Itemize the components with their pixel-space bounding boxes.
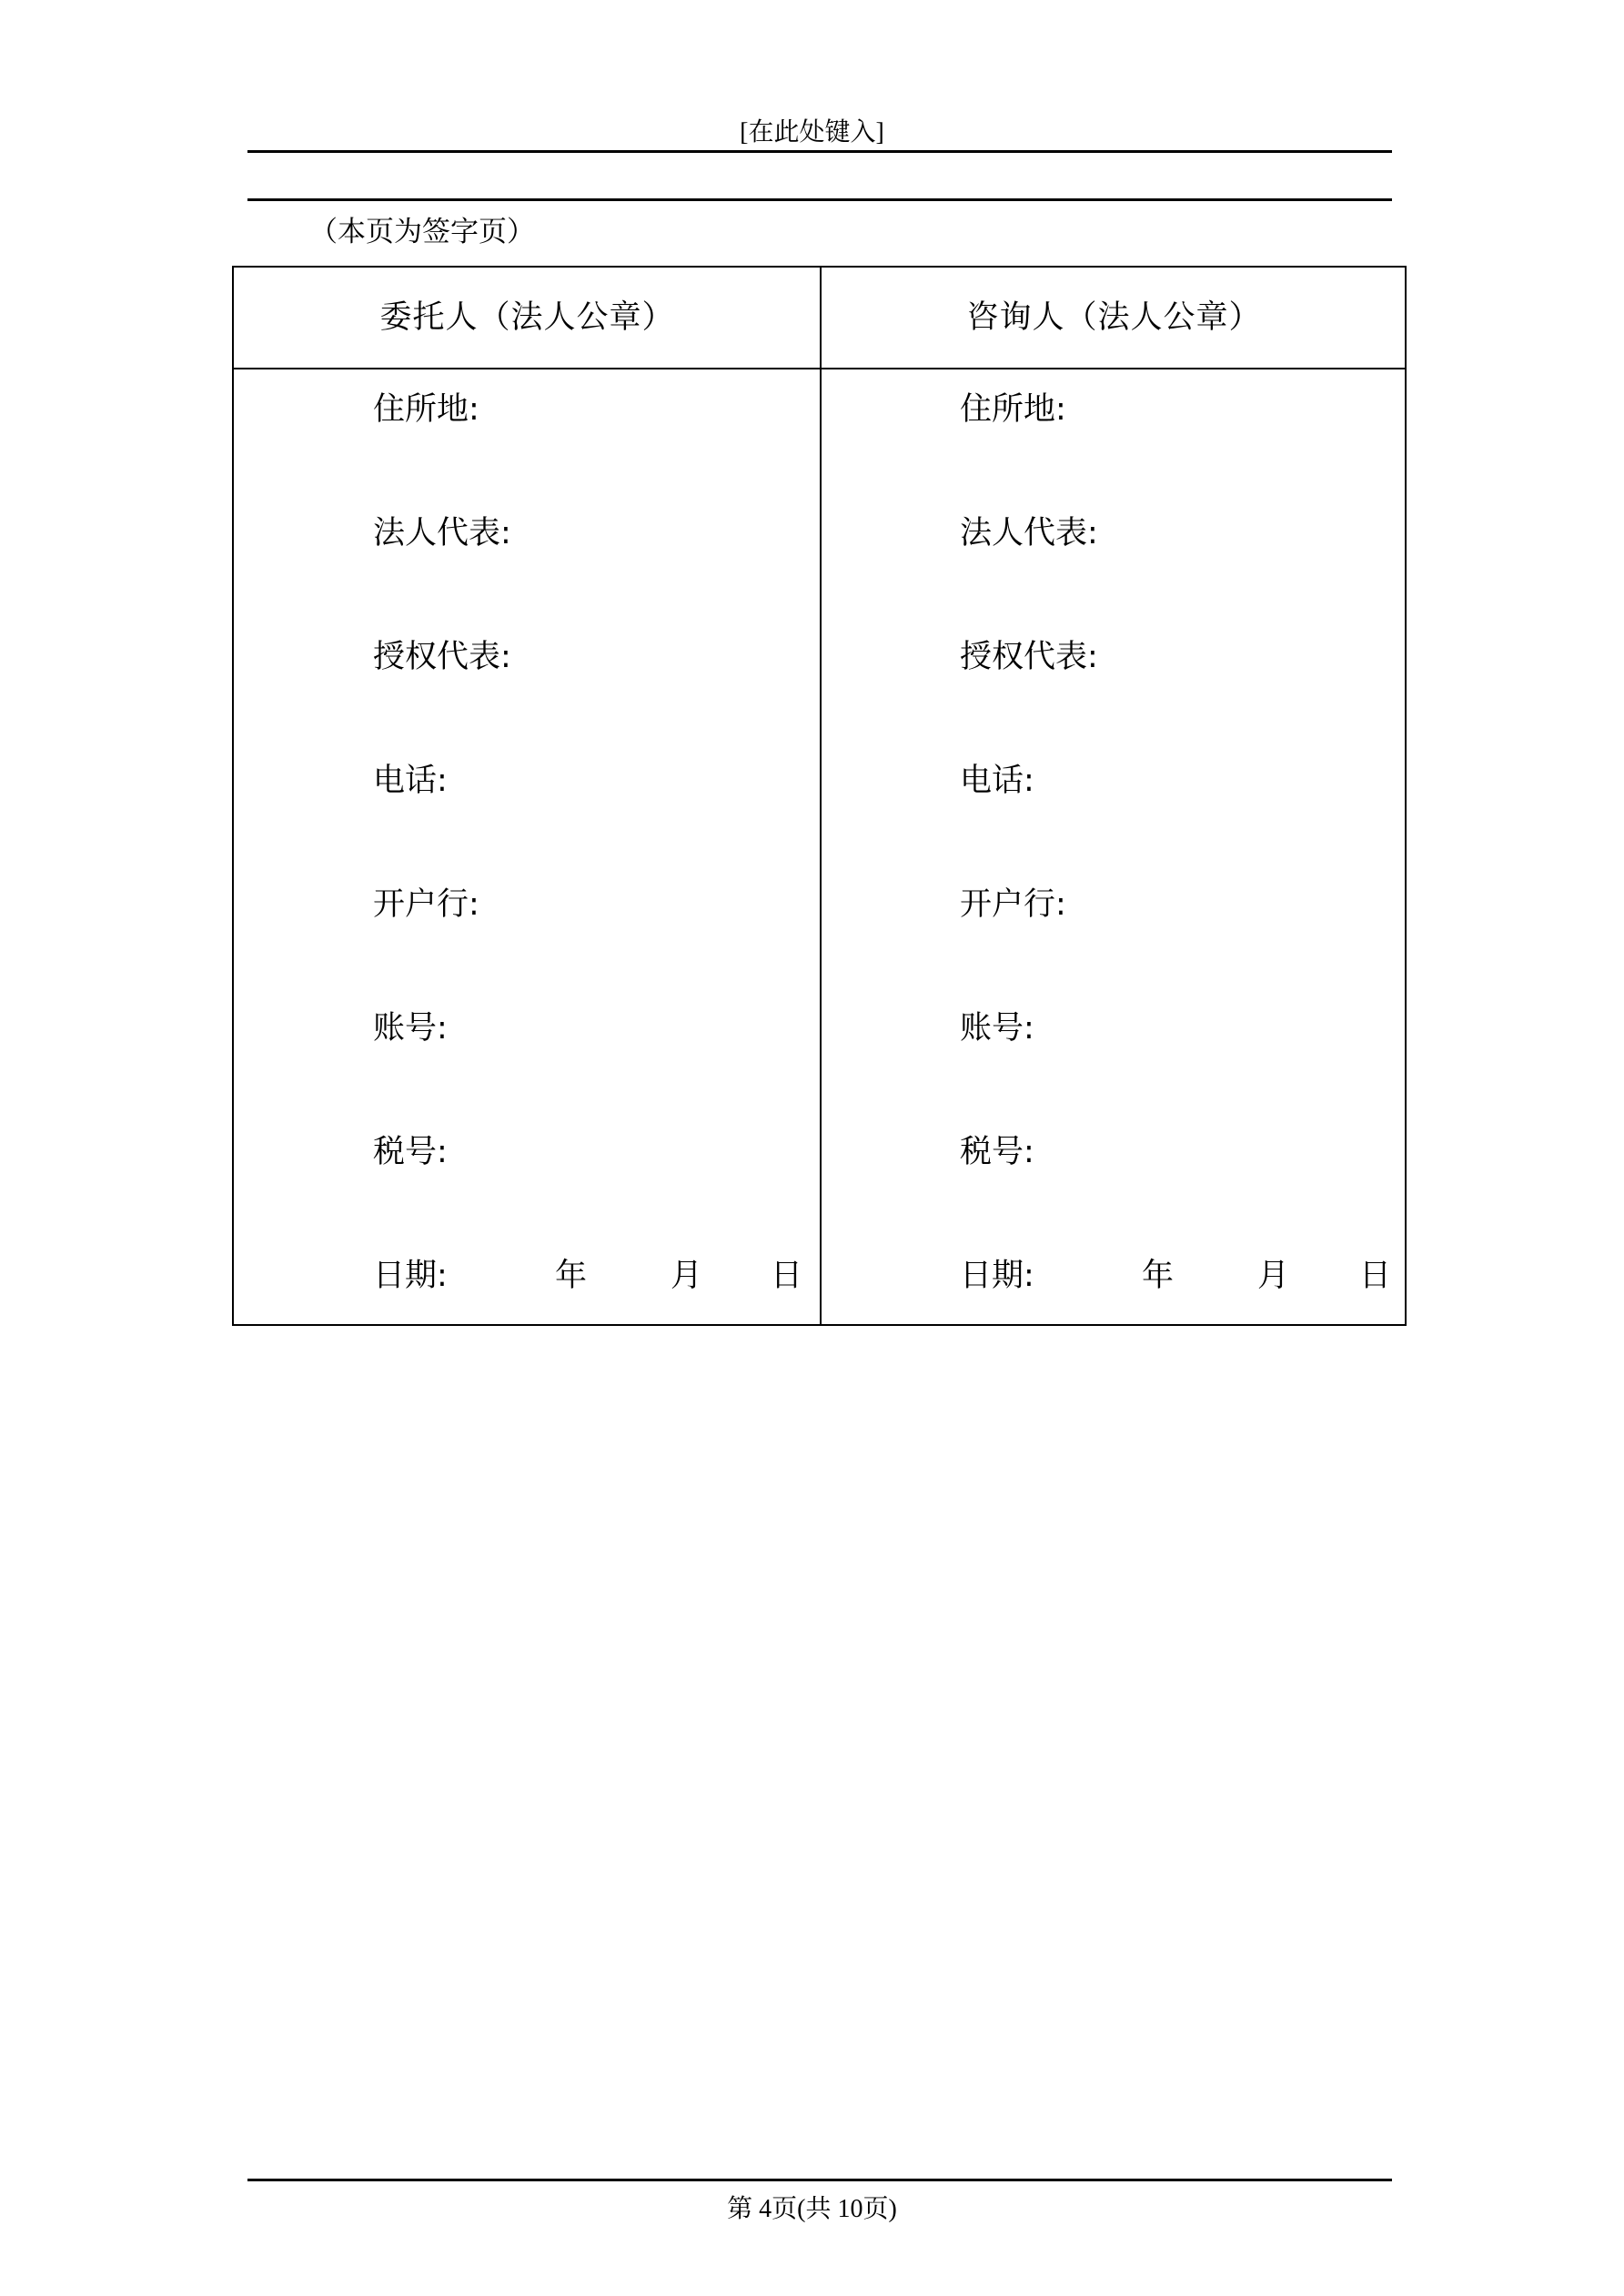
page-note: （本页为签字页） xyxy=(309,216,535,248)
client-authorized-rep-label: 授权代表: xyxy=(373,639,511,675)
client-tax-id-label: 税号: xyxy=(373,1134,448,1170)
consultant-heading: 咨询人（法人公章） xyxy=(966,299,1262,336)
client-date-label: 日期: xyxy=(373,1258,448,1294)
consultant-address-label: 住所地: xyxy=(960,391,1066,428)
header-rule xyxy=(247,150,1392,153)
body-top-rule xyxy=(247,198,1392,201)
client-date-day: 日 xyxy=(771,1258,803,1294)
consultant-authorized-rep-label: 授权代表: xyxy=(960,639,1098,675)
consultant-date-label: 日期: xyxy=(960,1258,1034,1294)
consultant-tax-id-label: 税号: xyxy=(960,1134,1034,1170)
column-divider xyxy=(820,268,822,1324)
client-date-year: 年 xyxy=(555,1258,588,1294)
client-heading: 委托人（法人公章） xyxy=(379,299,675,336)
consultant-date-day: 日 xyxy=(1359,1258,1392,1294)
client-phone-label: 电话: xyxy=(373,763,448,799)
client-date-month: 月 xyxy=(671,1258,703,1294)
page-number: 第 4页(共 10页) xyxy=(727,2195,897,2223)
heading-row-divider xyxy=(234,368,1405,369)
consultant-date-month: 月 xyxy=(1257,1258,1290,1294)
consultant-legal-rep-label: 法人代表: xyxy=(960,515,1098,551)
client-bank-label: 开户行: xyxy=(373,886,479,923)
client-address-label: 住所地: xyxy=(373,391,479,428)
signature-table xyxy=(232,266,1407,1326)
footer-rule xyxy=(247,2179,1392,2181)
consultant-account-label: 账号: xyxy=(960,1010,1034,1047)
client-legal-rep-label: 法人代表: xyxy=(373,515,511,551)
header-placeholder[interactable]: [在此处键入] xyxy=(740,118,884,147)
consultant-bank-label: 开户行: xyxy=(960,886,1066,923)
client-account-label: 账号: xyxy=(373,1010,448,1047)
consultant-phone-label: 电话: xyxy=(960,763,1034,799)
consultant-date-year: 年 xyxy=(1142,1258,1175,1294)
